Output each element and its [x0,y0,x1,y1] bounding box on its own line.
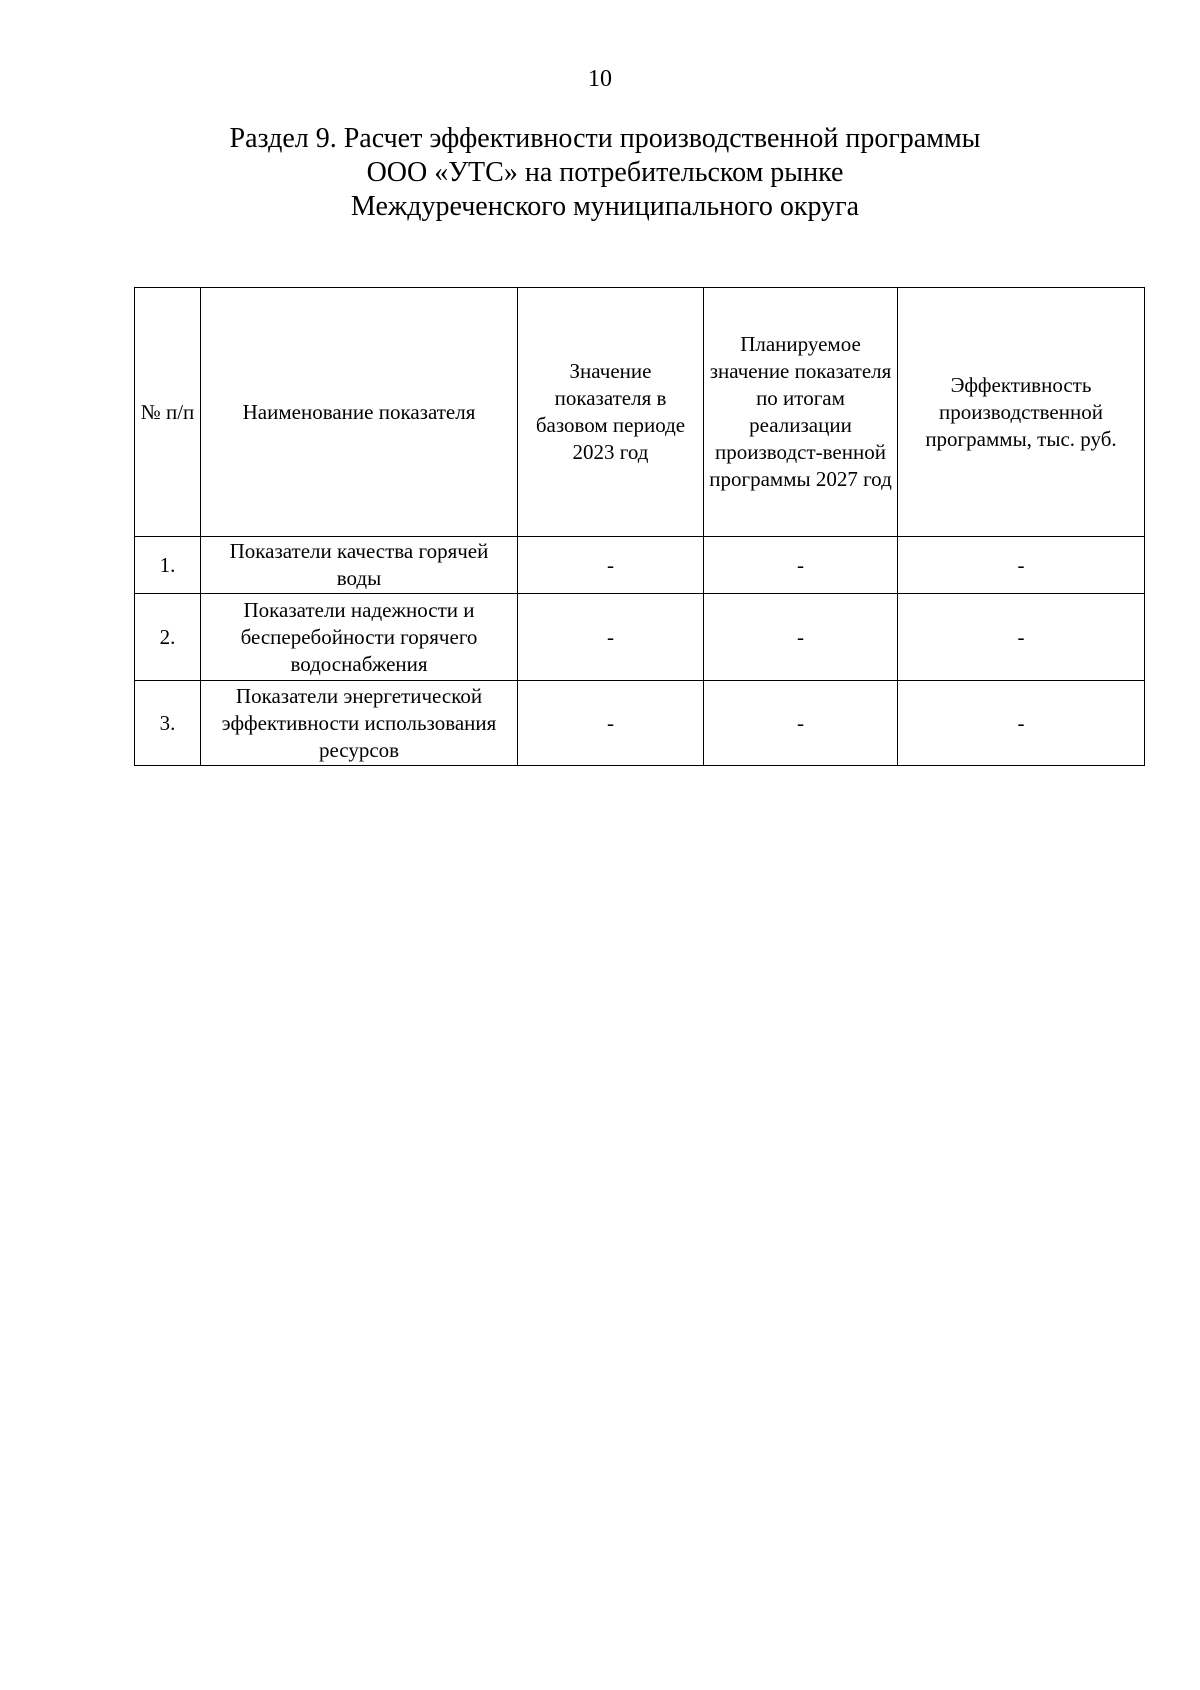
section-title-line-3: Междуреченского муниципального округа [350,191,860,222]
row-base-value: - [518,537,704,594]
row-base-value: - [518,594,704,681]
row-efficiency: - [898,537,1145,594]
row-planned-value: - [704,537,898,594]
row-efficiency: - [898,681,1145,766]
row-efficiency: - [898,594,1145,681]
header-base-value: Значение показателя в базовом периоде 2023 год [518,288,704,537]
header-planned-value: Планируемое значение показателя по итогам реализации производст-венной программы 2027 год [704,288,898,537]
row-name: Показатели энергетической эффективности использования ресурсов [201,681,518,766]
row-num: 3. [135,681,201,766]
row-name: Показатели качества горячей воды [201,537,518,594]
section-title [120,122,1090,224]
row-num: 2. [135,594,201,681]
row-planned-value: - [704,681,898,766]
section-title-line-1: Раздел 9. Расчет эффективности производственной программы [229,123,981,154]
section-title-line-2: ООО «УТС» на потребительском рынке [366,157,844,188]
row-base-value: - [518,681,704,766]
row-planned-value: - [704,594,898,681]
header-name: Наименование показателя [201,288,518,537]
table-row [135,681,1145,766]
row-name: Показатели надежности и бесперебойности горячего водоснабжения [201,594,518,681]
table-header-row [135,288,1145,537]
table-row [135,594,1145,681]
row-num: 1. [135,537,201,594]
header-efficiency: Эффективность производственной программы, тыс. руб. [898,288,1145,537]
header-num: № п/п [135,288,201,537]
efficiency-table [134,287,1145,766]
table-row [135,537,1145,594]
page-number: 10 [588,66,612,92]
